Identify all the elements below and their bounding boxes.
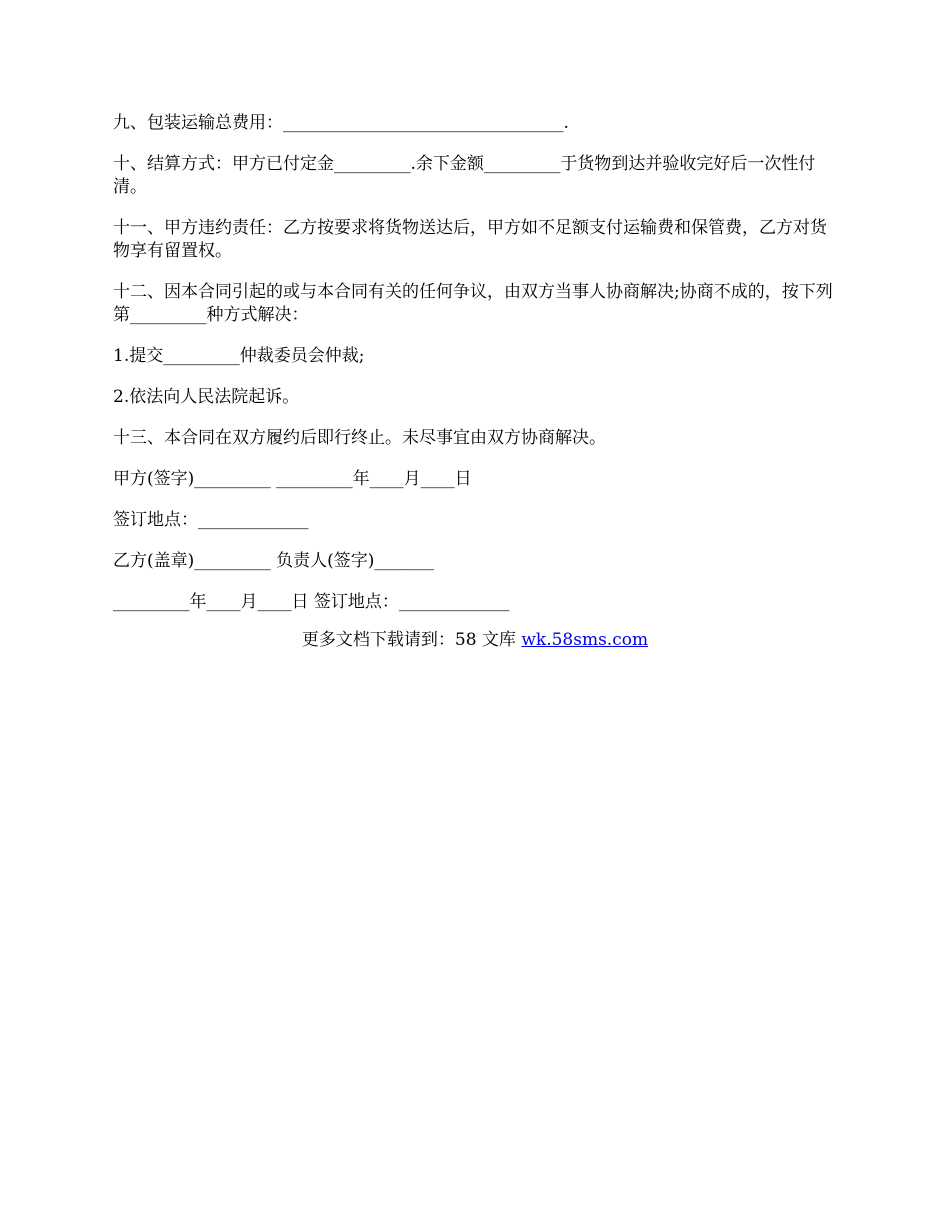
party-b-seal: 乙方(盖章)_________ 负责人(签字)_______ — [113, 551, 434, 571]
dispute-option-lawsuit: 2.依法向人民法院起诉。 — [113, 387, 300, 407]
footer-text: 更多文档下载请到：58 文库 — [301, 630, 522, 650]
dispute-option-arbitration: 1.提交_________仲裁委员会仲裁; — [113, 346, 365, 366]
party-b-date-place: _________年____月____日 签订地点：_____________ — [113, 592, 510, 612]
contract-body — [113, 112, 840, 632]
party-a-signature: 甲方(签字)_________ _________年____月____日 — [113, 469, 472, 489]
clause-packaging-cost: 九、包装运输总费用：_________________________________. — [113, 113, 569, 133]
footer-download-note — [0, 629, 950, 652]
footer-link[interactable]: wk.58sms.com — [521, 630, 649, 650]
clause-breach-liability: 十一、甲方违约责任：乙方按要求将货物送达后，甲方如不足额支付运输费和保管费，乙方对货物享有留置权。 — [113, 218, 827, 261]
clause-settlement: 十、结算方式：甲方已付定金_________.余下金额_________于货物到达并验收完好后一次性付清。 — [113, 154, 816, 197]
clause-dispute: 十二、因本合同引起的或与本合同有关的任何争议，由双方当事人协商解决;协商不成的，按下列第_________种方式解决： — [113, 282, 833, 325]
party-a-signing-place: 签订地点：_____________ — [113, 510, 309, 530]
clause-termination: 十三、本合同在双方履约后即行终止。未尽事宜由双方协商解决。 — [113, 428, 606, 448]
